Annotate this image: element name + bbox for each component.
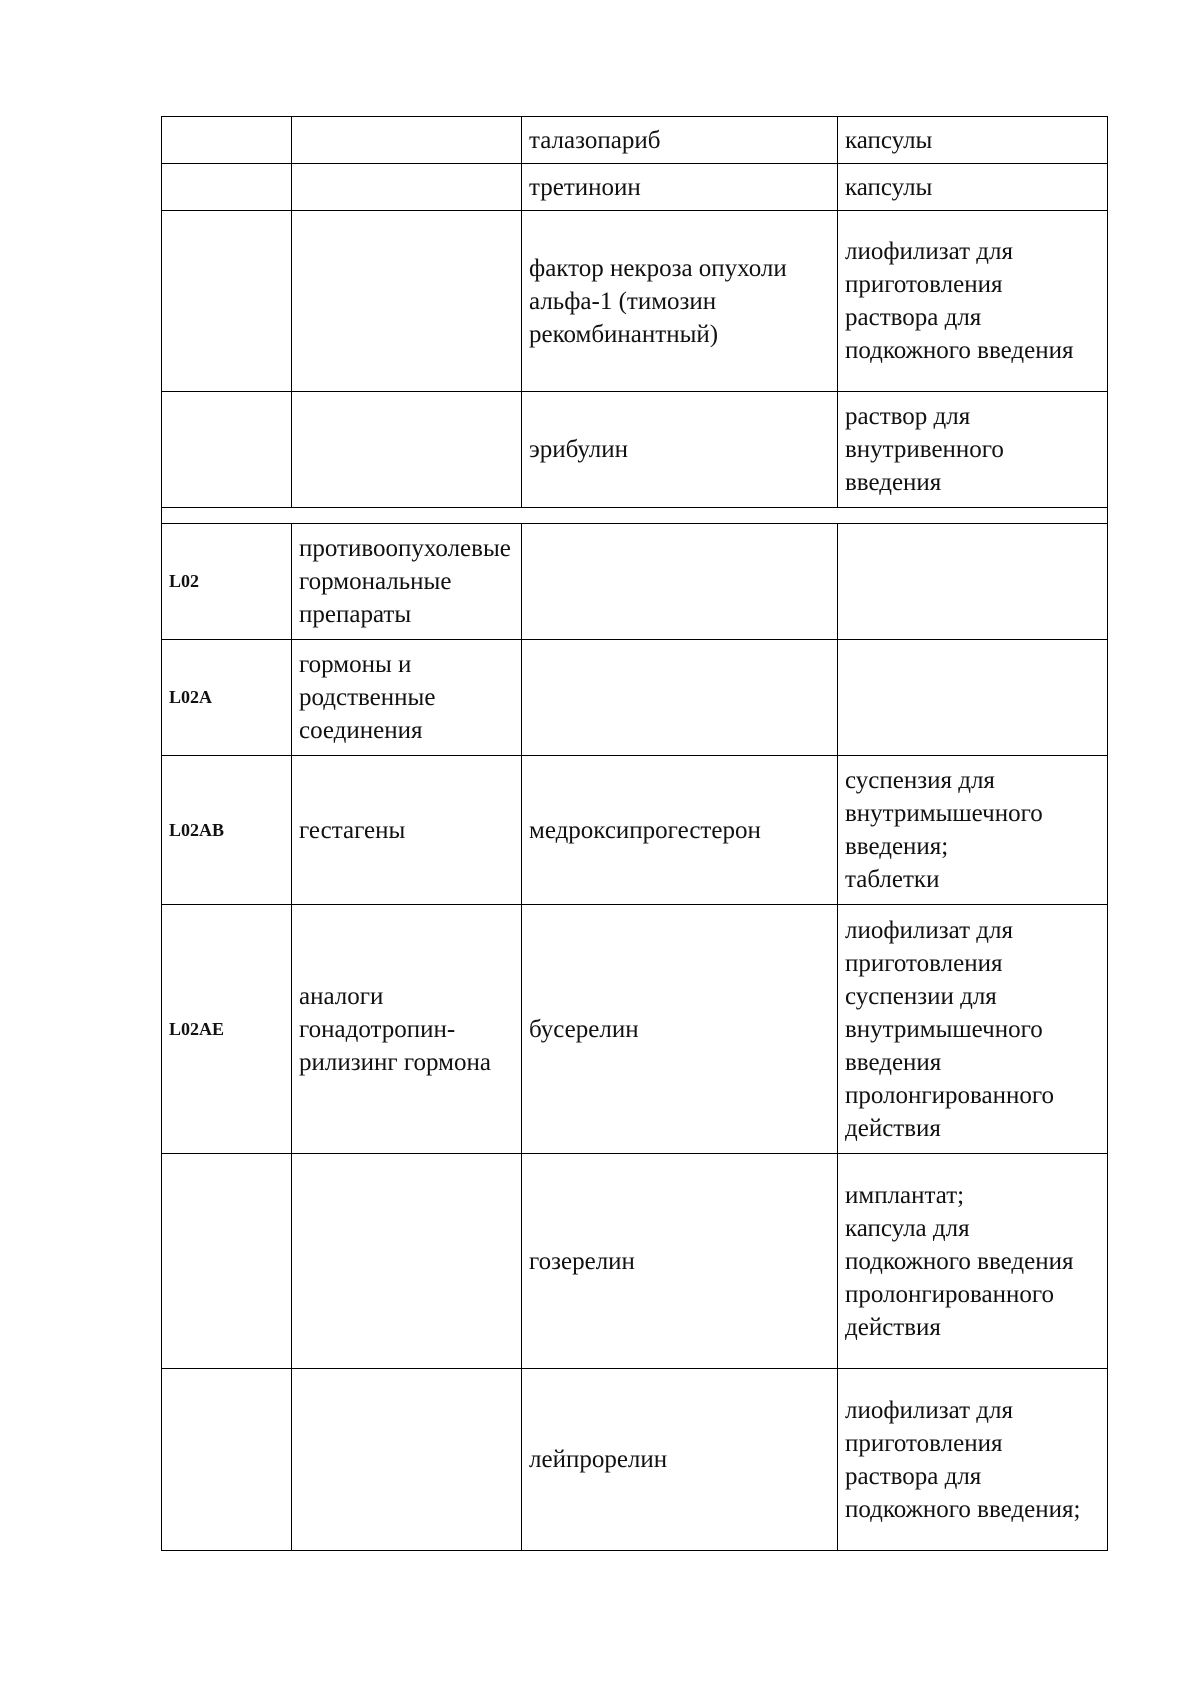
- drug-table: [161, 116, 1108, 1551]
- group-cell: гормоны и родственные соединения: [292, 640, 522, 756]
- table-row: [162, 392, 1108, 508]
- dosage-form-cell: [838, 905, 1108, 1154]
- atc-code-cell: L02A: [162, 640, 292, 756]
- dosage-form-cell: [838, 117, 1108, 164]
- dosage-form-line: суспензия для внутримышечного введения;: [845, 767, 1043, 860]
- table-row: [162, 117, 1108, 164]
- dosage-form-line: капсула для подкожного введения пролонгированного действия: [845, 1214, 1074, 1341]
- group-cell: [292, 1369, 522, 1551]
- dosage-form-line: имплантат;: [845, 1181, 965, 1209]
- atc-code-cell: [162, 211, 292, 392]
- atc-code-cell: [162, 164, 292, 211]
- atc-code-cell: [162, 117, 292, 164]
- atc-code-cell: L02AE: [162, 905, 292, 1154]
- group-cell: [292, 1154, 522, 1369]
- atc-code-cell: L02AB: [162, 756, 292, 905]
- drug-name-cell: третиноин: [522, 164, 838, 211]
- drug-name-cell: талазопариб: [522, 117, 838, 164]
- dosage-form-line: лиофилизат для приготовления раствора для подкожного введения: [845, 238, 1074, 364]
- atc-code-cell: L02: [162, 524, 292, 640]
- dosage-form-line: лиофилизат для приготовления суспензии для внутримышечного введения пролонгированного действия: [845, 916, 1054, 1142]
- drug-name-cell: [522, 640, 838, 756]
- group-cell: [292, 392, 522, 508]
- group-cell: [292, 117, 522, 164]
- drug-name-cell: эрибулин: [522, 392, 838, 508]
- group-cell: противоопухолевые гормональные препараты: [292, 524, 522, 640]
- dosage-form-cell: [838, 640, 1108, 756]
- table-row: [162, 1154, 1108, 1369]
- atc-code-cell: [162, 1369, 292, 1551]
- dosage-form-cell: [838, 1369, 1108, 1551]
- atc-code-cell: [162, 392, 292, 508]
- drug-name-cell: лейпрорелин: [522, 1369, 838, 1551]
- table-row: [162, 756, 1108, 905]
- dosage-form-line: капсулы: [845, 126, 933, 154]
- drug-name-cell: гозерелин: [522, 1154, 838, 1369]
- dosage-form-cell: [838, 164, 1108, 211]
- dosage-form-line: лиофилизат для приготовления раствора для подкожного введения;: [845, 1396, 1081, 1523]
- table-row: [162, 1369, 1108, 1551]
- group-cell: аналоги гонадотропин-рилизинг гормона: [292, 905, 522, 1154]
- dosage-form-cell: [838, 756, 1108, 905]
- drug-name-cell: медроксипрогестерон: [522, 756, 838, 905]
- spacer-cell: [162, 508, 1108, 524]
- drug-name-cell: фактор некроза опухоли альфа-1 (тимозин рекомбинантный): [522, 211, 838, 392]
- drug-name-cell: бусерелин: [522, 905, 838, 1154]
- table-row: [162, 640, 1108, 756]
- dosage-form-line: капсулы: [845, 173, 933, 201]
- table-row: [162, 164, 1108, 211]
- group-cell: [292, 211, 522, 392]
- dosage-form-line: таблетки: [845, 866, 940, 893]
- group-cell: [292, 164, 522, 211]
- table-row: [162, 905, 1108, 1154]
- table-row: [162, 524, 1108, 640]
- atc-code-cell: [162, 1154, 292, 1369]
- dosage-form-cell: [838, 392, 1108, 508]
- dosage-form-line: раствор для внутривенного введения: [845, 403, 1004, 496]
- dosage-form-cell: [838, 524, 1108, 640]
- dosage-form-cell: [838, 1154, 1108, 1369]
- group-cell: гестагены: [292, 756, 522, 905]
- drug-name-cell: [522, 524, 838, 640]
- dosage-form-cell: [838, 211, 1108, 392]
- table-row: [162, 211, 1108, 392]
- table-spacer-row: [162, 508, 1108, 524]
